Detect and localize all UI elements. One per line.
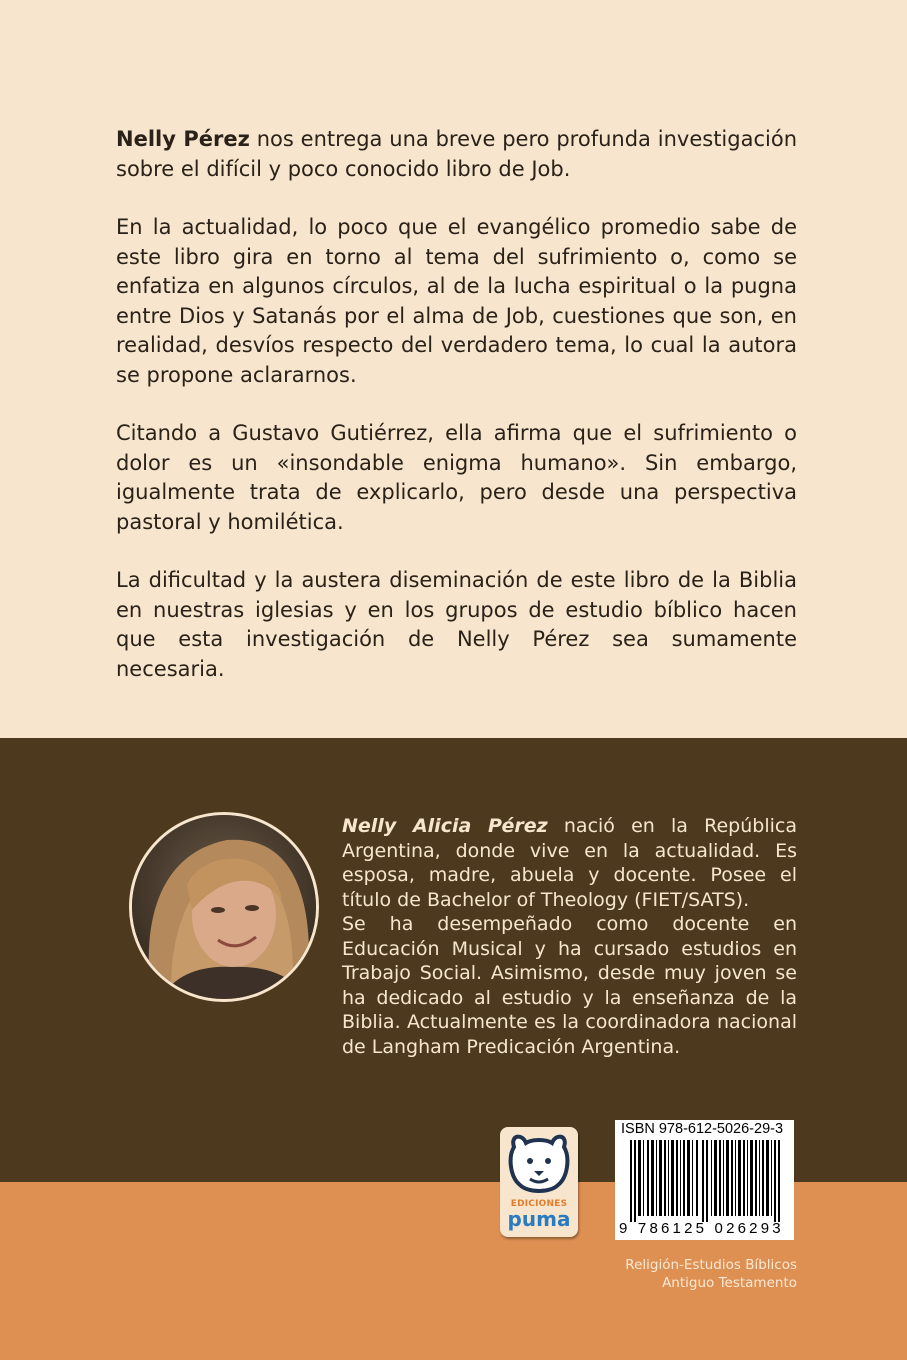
publisher-logo	[500, 1127, 578, 1237]
synopsis	[116, 125, 797, 713]
author-bio-text-1: nació en la República Argentina, donde vive en la actualidad. Es esposa, madre, abuela y docente. Posee el título de Bachelor of Theology (FIET/SATS).	[342, 815, 797, 911]
synopsis-paragraph-4: La dificultad y la austera diseminación de este libro de la Biblia en nuestras iglesias y en los grupos de estudio bíblico hacen que esta investigación de Nelly Pérez sea sumamente necesaria.	[116, 568, 797, 681]
publisher-name-line2: puma	[507, 1207, 571, 1231]
synopsis-author-name: Nelly Pérez	[116, 127, 250, 151]
puma-head-icon	[500, 1127, 578, 1199]
author-photo	[129, 812, 319, 1002]
synopsis-paragraph-2: En la actualidad, lo poco que el evangélico promedio sabe de este libro gira en torno al tema del sufrimiento o, como se enfatiza en algunos círculos, al de la lucha espiritual o la pugna entre Dios y Satanás por el alma de Job, cuestiones que son, en realidad, desvíos respecto del verdadero tema, lo cual la autora se propone aclararnos.	[116, 215, 797, 387]
isbn-label: ISBN 978-612-5026-29-3	[621, 1121, 784, 1137]
author-bio-paragraph-1	[342, 814, 797, 912]
author-bio	[342, 814, 797, 1059]
barcode-icon	[620, 1140, 790, 1222]
isbn-digits: 9 786125 026293	[619, 1220, 784, 1237]
isbn-barcode	[615, 1120, 794, 1240]
category-label	[625, 1256, 797, 1292]
category-line-1: Religión-Estudios Bíblicos	[625, 1257, 797, 1273]
synopsis-paragraph-3: Citando a Gustavo Gutiérrez, ella afirma que el sufrimiento o dolor es un «insondable enigma humano». Sin embargo, igualmente trata de explicarlo, pero desde una perspectiva pastoral y homilética.	[116, 421, 797, 534]
author-portrait-icon	[132, 815, 316, 999]
publisher-name-line1: EDICIONES	[510, 1199, 568, 1209]
author-name: Nelly Alicia Pérez	[342, 815, 548, 837]
category-line-2: Antiguo Testamento	[662, 1275, 797, 1291]
author-bio-paragraph-2: Se ha desempeñado como docente en Educación Musical y ha cursado estudios en Trabajo Social. Asimismo, desde muy joven se ha dedicado al estudio y la enseñanza de la Biblia. Actualmente es la coordinadora nacional de Langham Predicación Argentina.	[342, 913, 797, 1058]
synopsis-paragraph-1	[116, 125, 797, 184]
synopsis-paragraph-1-text: nos entrega una breve pero profunda investigación sobre el difícil y poco conocido libro de Job.	[116, 127, 797, 181]
